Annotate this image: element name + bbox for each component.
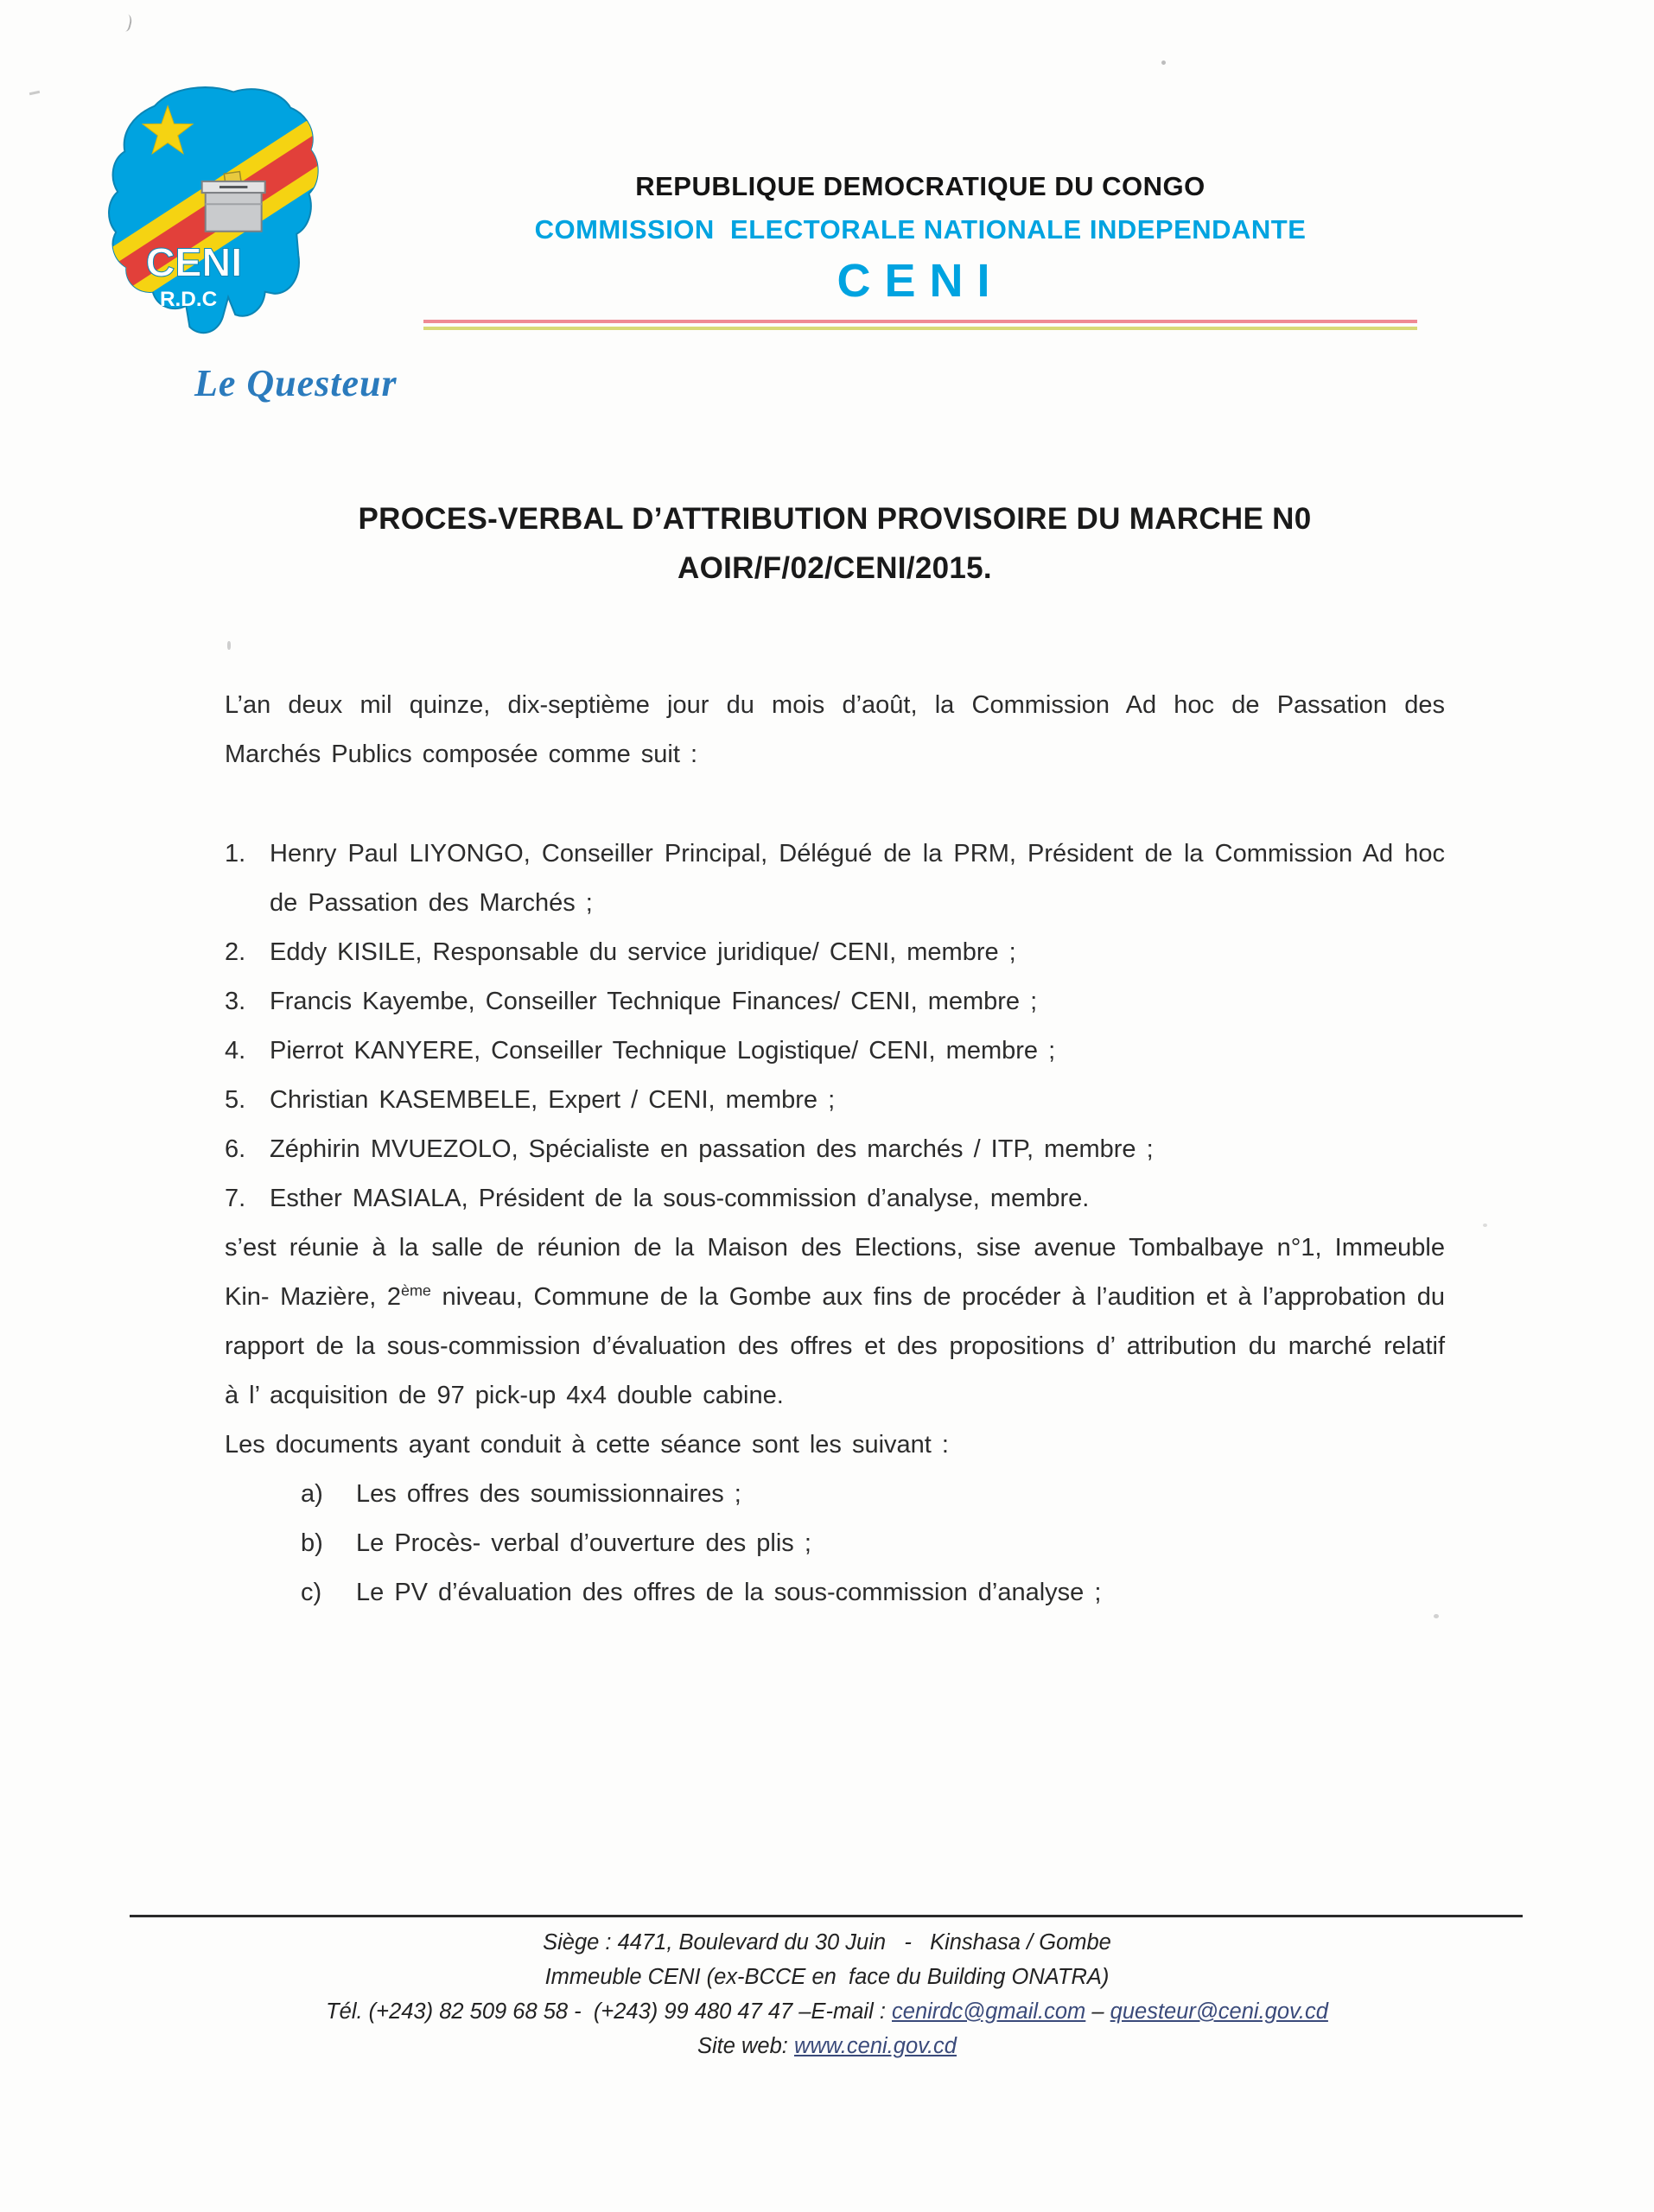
footer-rule <box>130 1915 1523 1917</box>
member-text: Henry Paul LIYONGO, Conseiller Principal, Délégué de la PRM, Président de la Commission Ad hoc de Passation des Marchés ; <box>270 840 1445 917</box>
members-list <box>225 830 1445 1224</box>
document-text: Les offres des soumissionnaires ; <box>356 1480 741 1508</box>
member-text: Zéphirin MVUEZOLO, Spécialiste en passation des marchés / ITP, membre ; <box>270 1135 1154 1163</box>
document-title-line2: AOIR/F/02/CENI/2015. <box>678 551 992 585</box>
header-commission-line: COMMISSION ELECTORALE NATIONALE INDEPENDANTE <box>534 214 1307 245</box>
documents-list <box>301 1470 1445 1618</box>
member-text: Christian KASEMBELE, Expert / CENI, membre ; <box>270 1086 836 1114</box>
scan-artifact <box>29 91 40 95</box>
footer-phone-text: Tél. (+243) 82 509 68 58 - (+243) 99 480 47 47 –E-mail : <box>326 1999 893 2024</box>
documents-intro: Les documents ayant conduit à cette séance sont les suivant : <box>225 1431 949 1459</box>
document-title <box>225 494 1445 593</box>
member-row <box>225 830 1445 928</box>
letterhead <box>285 171 1555 330</box>
member-row <box>225 1174 1445 1224</box>
member-row <box>225 1027 1445 1076</box>
footer-building-line: Immeuble CENI (ex-BCCE en face du Building ONATRA) <box>544 1965 1110 1989</box>
scan-artifact <box>1483 1224 1487 1227</box>
member-number: 5. <box>225 1086 246 1114</box>
footer-website-line <box>0 2029 1654 2063</box>
document-key: c) <box>301 1579 322 1606</box>
footer-website-link[interactable]: www.ceni.gov.cd <box>793 2034 957 2058</box>
scan-artifact <box>227 641 231 650</box>
meeting-paragraph <box>225 1224 1445 1421</box>
member-number: 7. <box>225 1185 246 1212</box>
header-ceni-acronym: CENI <box>837 255 1004 307</box>
document-row <box>301 1470 1445 1519</box>
meeting-text-part1: s’est réunie à la salle de réunion de la Maison des Elections, sise avenue Tombalbaye n°1, Immeuble Kin- Mazière, 2 <box>225 1234 1445 1311</box>
footer-contact-separator: – <box>1085 1999 1110 2024</box>
member-row <box>225 928 1445 977</box>
logo-rdc-text: R.D.C <box>159 287 218 311</box>
document-row <box>301 1568 1445 1618</box>
header-republic-line: REPUBLIQUE DEMOCRATIQUE DU CONGO <box>635 171 1206 201</box>
document-row <box>301 1519 1445 1568</box>
member-row <box>225 1125 1445 1174</box>
header-rule-yellow <box>423 327 1417 330</box>
member-row <box>225 977 1445 1027</box>
document-key: b) <box>301 1529 323 1557</box>
member-number: 6. <box>225 1135 246 1163</box>
header-rule-red <box>423 320 1417 323</box>
member-text: Francis Kayembe, Conseiller Technique Finances/ CENI, membre ; <box>270 988 1038 1015</box>
member-number: 3. <box>225 988 246 1015</box>
member-number: 4. <box>225 1037 246 1065</box>
scan-artifact <box>118 13 133 33</box>
meeting-superscript: ème <box>400 1281 431 1300</box>
member-row <box>225 1076 1445 1125</box>
document-body <box>225 681 1445 1618</box>
footer-address-line: Siège : 4471, Boulevard du 30 Juin - Kinshasa / Gombe <box>543 1930 1111 1955</box>
member-number: 1. <box>225 840 246 868</box>
member-text: Eddy KISILE, Responsable du service juridique/ CENI, membre ; <box>270 938 1016 966</box>
intro-paragraph: L’an deux mil quinze, dix-septième jour du mois d’août, la Commission Ad hoc de Passation des Marchés Publics composée comme suit : <box>225 691 1445 768</box>
questeur-title: Le Questeur <box>194 362 398 404</box>
ballot-box-icon <box>202 172 265 232</box>
footer-contact-line <box>0 1994 1654 2029</box>
meeting-text-part2: niveau, Commune de la Gombe aux fins de procéder à l’audition et à l’approbation du rapport de la sous-commission d’évaluation des offres et des propositions d’ attribution du marché relatif à l’ acquisition de 97 pick-up 4x4 double cabine. <box>225 1283 1445 1409</box>
member-text: Pierrot KANYERE, Conseiller Technique Logistique/ CENI, membre ; <box>270 1037 1056 1065</box>
document-title-line1: PROCES-VERBAL D’ATTRIBUTION PROVISOIRE DU MARCHE N0 <box>358 502 1312 536</box>
footer-website-label: Site web: <box>697 2034 794 2058</box>
member-text: Esther MASIALA, Président de la sous-commission d’analyse, membre. <box>270 1185 1090 1212</box>
document-text: Le PV d’évaluation des offres de la sous-commission d’analyse ; <box>356 1579 1102 1606</box>
footer-email-link-2[interactable]: questeur@ceni.gov.cd <box>1110 1999 1328 2024</box>
scan-artifact <box>1161 60 1166 65</box>
document-key: a) <box>301 1480 323 1508</box>
footer <box>0 1925 1654 2063</box>
document-text: Le Procès- verbal d’ouverture des plis ; <box>356 1529 811 1557</box>
member-number: 2. <box>225 938 246 966</box>
logo-ceni-text: CENI <box>145 239 243 285</box>
footer-email-link-1[interactable]: cenirdc@gmail.com <box>892 1999 1086 2024</box>
